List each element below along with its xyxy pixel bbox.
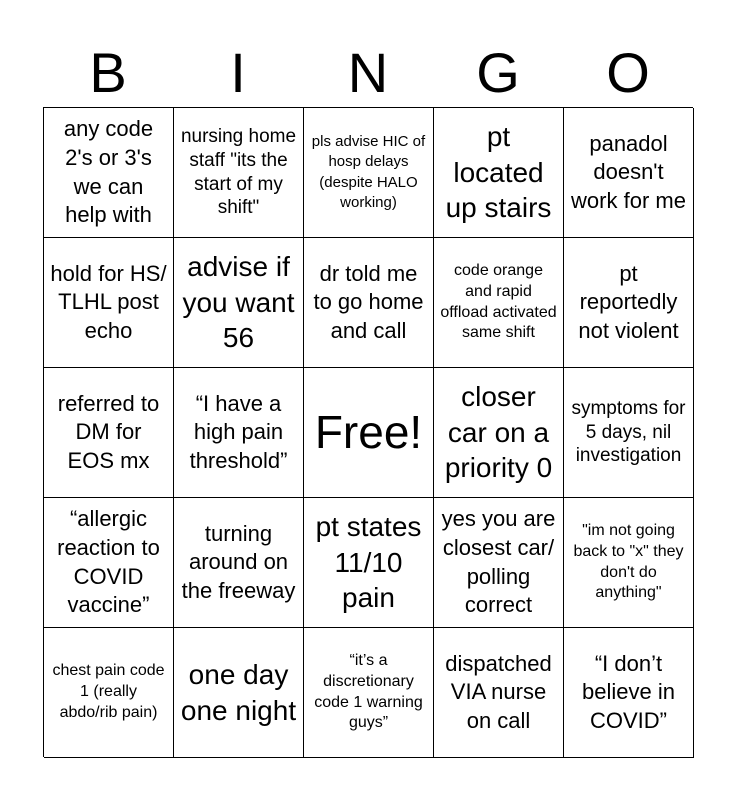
bingo-cell: [564, 498, 694, 628]
bingo-cell: [44, 368, 174, 498]
cell-text: chest pain code 1 (really abdo/rib pain): [52, 662, 165, 721]
bingo-cell: [304, 498, 434, 628]
bingo-cell: [564, 238, 694, 368]
bingo-cell: [304, 238, 434, 368]
bingo-cell: [564, 108, 694, 238]
cell-text: “I don’t believe in COVID”: [582, 650, 675, 733]
free-space-label: Free!: [314, 406, 423, 459]
cell-text: nursing home staff "its the start of my shift": [180, 126, 297, 219]
header-letter-o: O: [606, 41, 650, 104]
cell-text: panadol doesn't work for me: [571, 130, 686, 213]
header-letter-n: N: [347, 41, 389, 104]
cell-text: pls advise HIC of hosp delays (despite HALO working): [311, 133, 426, 211]
cell-text: yes you are closest car/ polling correct: [441, 506, 556, 618]
cell-text: pt states 11/10 pain: [315, 510, 422, 614]
bingo-cell: [304, 108, 434, 238]
bingo-cell: [564, 368, 694, 498]
cell-text: advise if you want 56: [182, 250, 295, 354]
cell-text: pt located up stairs: [445, 120, 552, 224]
bingo-cell: [44, 108, 174, 238]
header-letter-i: I: [230, 41, 246, 104]
bingo-cell: [434, 238, 564, 368]
bingo-cell: [174, 368, 304, 498]
bingo-cell: [44, 498, 174, 628]
cell-text: code orange and rapid offload activated same shift: [440, 261, 557, 342]
cell-text: “I have a high pain threshold”: [189, 390, 288, 473]
cell-text: dispatched VIA nurse on call: [445, 650, 552, 733]
bingo-cell: [174, 498, 304, 628]
cell-text: pt reportedly not violent: [578, 260, 679, 343]
header-letter-g: G: [476, 41, 520, 104]
cell-text: “it’s a discretionary code 1 warning guys”: [314, 651, 423, 732]
bingo-header: [43, 42, 693, 104]
bingo-board: [43, 107, 693, 757]
bingo-cell: [174, 108, 304, 238]
bingo-cell: [44, 628, 174, 758]
header-letter-b: B: [89, 41, 127, 104]
cell-text: symptoms for 5 days, nil investigation: [571, 397, 686, 467]
cell-text: "im not going back to "x" they don't do anything": [573, 521, 684, 602]
free-space-cell: [304, 368, 434, 498]
cell-text: turning around on the freeway: [181, 520, 296, 603]
bingo-cell: [434, 498, 564, 628]
cell-text: “allergic reaction to COVID vaccine”: [57, 506, 160, 618]
bingo-cell: [564, 628, 694, 758]
cell-text: closer car on a priority 0: [444, 380, 553, 484]
bingo-cell: [434, 628, 564, 758]
bingo-cell: [434, 368, 564, 498]
bingo-cell: [304, 628, 434, 758]
cell-text: one day one night: [180, 658, 297, 726]
bingo-cell: [434, 108, 564, 238]
cell-text: referred to DM for EOS mx: [57, 390, 160, 473]
bingo-cell: [174, 628, 304, 758]
cell-text: dr told me to go home and call: [313, 260, 424, 343]
bingo-cell: [174, 238, 304, 368]
bingo-cell: [44, 238, 174, 368]
cell-text: hold for HS/ TLHL post echo: [50, 260, 167, 343]
cell-text: any code 2's or 3's we can help with: [63, 116, 154, 228]
